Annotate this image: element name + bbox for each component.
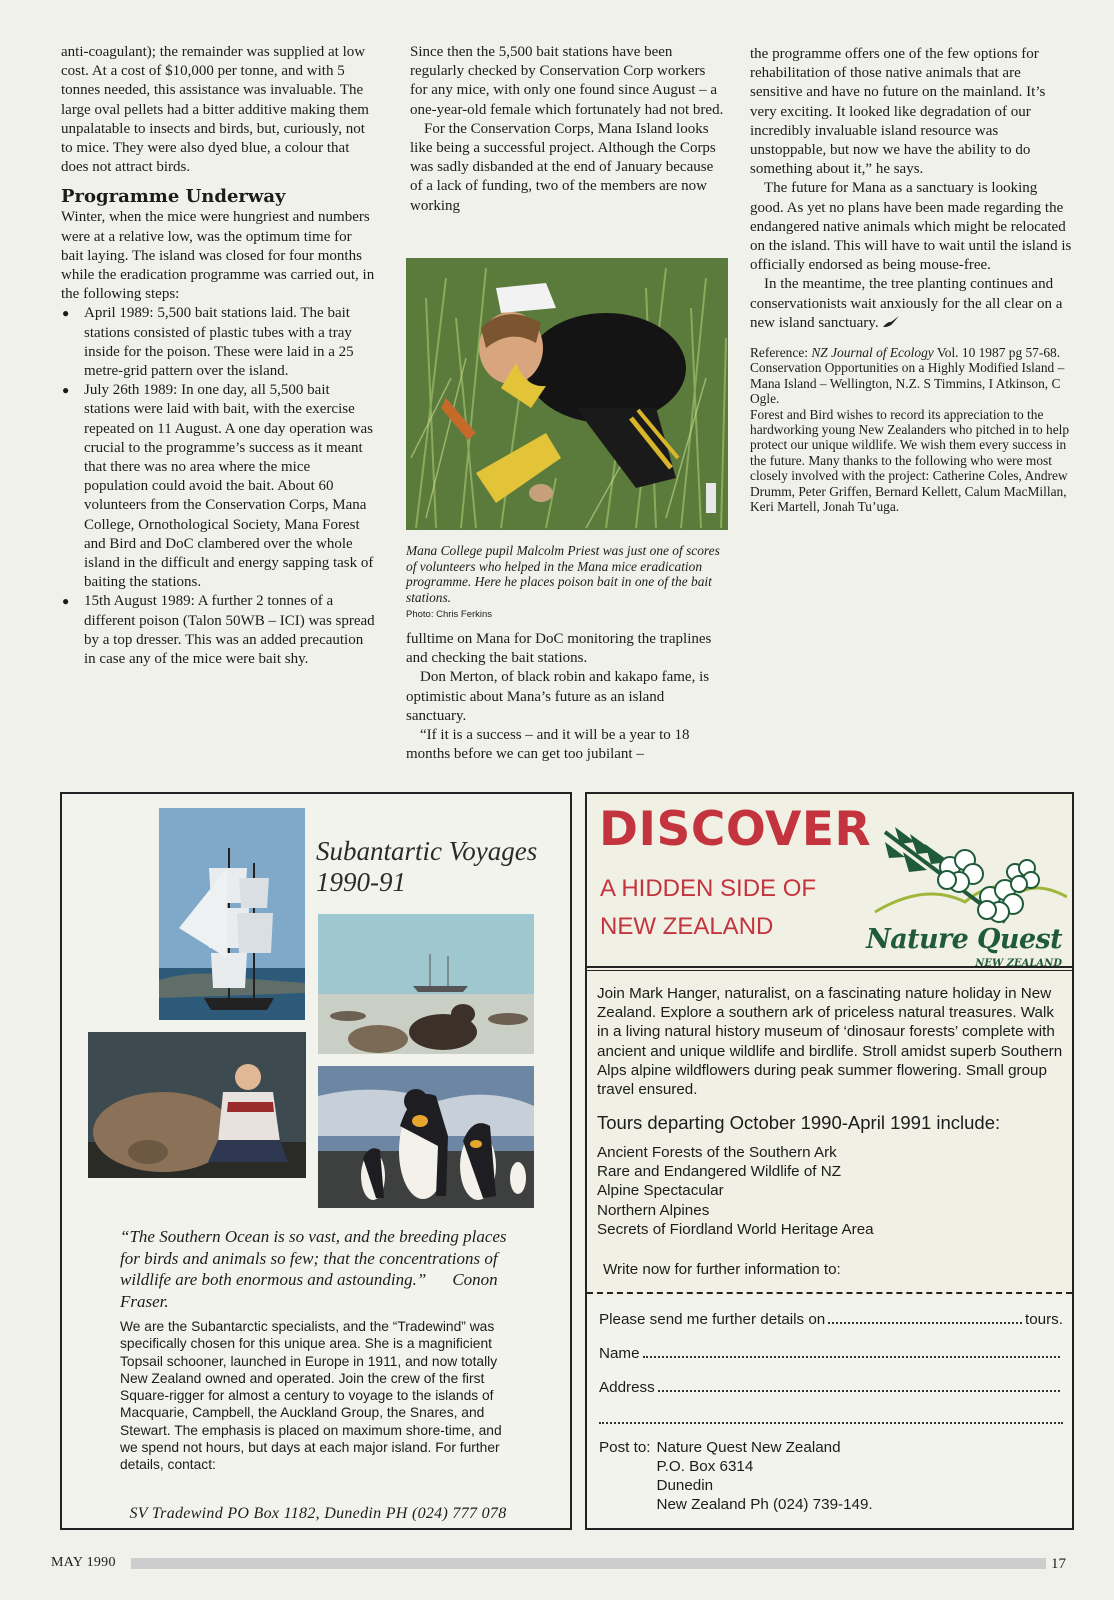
- col1-paragraph-1: anti-coagulant); the remainder was supplied at low cost. At a cost of $10,000 per tonne, and with 5 tonnes needed, this assistance was invaluable. The large oval pellets had a bitter additive making them unpalatable to insects and birds, but, curiously, not to mice. They were also dyed blue, a colour that does not attract birds.: [61, 44, 369, 176]
- tour-details-suffix: tours.: [1025, 1311, 1063, 1328]
- col2-paragraph-2: For the Conservation Corps, Mana Island looks like being a successful project. Although the Corps was sadly disbanded at the end of January because of a lack of funding, two of the members are now working: [410, 120, 716, 214]
- col2-paragraph-3: fulltime on Mana for DoC monitoring the traplines and checking the bait stations.: [406, 631, 712, 667]
- king-penguins-photo: [318, 1066, 534, 1208]
- tour-details-blank[interactable]: [828, 1310, 1022, 1324]
- reference-citation: [750, 345, 1072, 407]
- article-column-2-bottom: [406, 630, 726, 764]
- step-item: ● April 1989: 5,500 bait stations laid. The bait stations consisted of plastic tubes with a tray inside for the poison. These were laid in a 25 metre-grid pattern over the island.: [61, 304, 377, 381]
- address-line-2-blank[interactable]: [599, 1410, 1063, 1424]
- voyages-description: We are the Subantarctic specialists, and the “Tradewind” was specifically chosen for this unique area. She is a magnificient Topsail schooner, launched in Europe in 1911, and now totally New Zealand owned and operated. Join the crew of the first Square-rigger for almost a century to voyage to the islands of Macquarie, Campbell, the Auckland Group, the Snares, and Stewart. The emphasis is placed on maximum shore-time, and we spend not hours, but days at each major island. For further details, contact:: [120, 1319, 502, 1473]
- volunteer-photo-illustration: [406, 258, 728, 530]
- post-line: P.O. Box 6314: [656, 1458, 754, 1475]
- quote-author: Conon Fraser.: [120, 1270, 498, 1311]
- tall-ship-photo: [159, 808, 305, 1020]
- tour-details-prefix: Please send me further details on: [599, 1311, 826, 1328]
- col1-paragraph-2: Winter, when the mice were hungriest and numbers were at a relative low, was the optimum time for bait laying. The island was closed for four months while the eradication programme was carried out, in the following steps:: [61, 209, 375, 303]
- col3-paragraph-3: [750, 275, 1072, 333]
- quote-text: “The Southern Ocean is so vast, and the breeding places for birds and animals so few; that the concentrations of wildlife are both enormous and astounding.”: [120, 1227, 507, 1290]
- col2-paragraph-4: Don Merton, of black robin and kakapo fame, is optimistic about Mana’s future as an island sanctuary.: [406, 669, 710, 724]
- eradication-steps-list: [61, 304, 377, 669]
- col3-paragraph-1: the programme offers one of the few options for rehabilitation of those native animals that are sensitive and have no future on the mainland. It’s very exciting. It looked like degradation of our incredibly invaluable island resource was unstoppable, but now we have the ability to do something about it,” he says.: [750, 46, 1046, 178]
- article-column-2-top: [410, 43, 726, 216]
- nature-quest-description: Join Mark Hanger, naturalist, on a fascinating nature holiday in New Zealand. Explore a southern ark of priceless natural treasures. Walk in a living natural history museum of ‘dinosaur forests’ complete with ancient and unique wildlife and birdlife. Stroll amidst superb Southern Alps alpine wildflowers during peak summer flowering. Small group travel ensured.: [597, 985, 1063, 1099]
- post-to-label: Post to:: [599, 1439, 651, 1456]
- tour-item: Alpine Spectacular: [597, 1182, 724, 1200]
- name-field-blank[interactable]: [643, 1344, 1060, 1358]
- acknowledgement-text: Forest and Bird wishes to record its appreciation to the hardworking young New Zealanders who pitched in to help protect our unique wildlife. We wish them every success in the future. Many thanks to the following who were most closely involved with the project: Catherine Coles, Andrew Drumm, Peter Griffen, Bernard Kellett, Calum MacMillan, Keri Martell, Jonah Tu’uga.: [750, 406, 1070, 515]
- article-column-3: [750, 45, 1072, 515]
- col3-paragraph-3-text: In the meantime, the tree planting continues and conservationists wait anxiously for the all clear on a new island sanctuary.: [750, 276, 1063, 331]
- address-field[interactable]: [599, 1378, 1063, 1397]
- reference-journal: NZ Journal of Ecology: [811, 345, 934, 361]
- col2-paragraph-1: Since then the 5,500 bait stations have been regularly checked by Conservation Corp workers for any mice, with only one found since August – a one-year-old female which fortunately had not bred.: [410, 44, 724, 118]
- nature-quest-logo-subtitle: NEW ZEALAND: [975, 958, 1062, 969]
- footer-rule: [131, 1558, 1046, 1569]
- hidden-side-subhead: [600, 870, 850, 946]
- subhead-line-1: A HIDDEN SIDE OF: [600, 875, 817, 902]
- photo-caption: [406, 543, 728, 623]
- step-item: ● July 26th 1989: In one day, all 5,500 bait stations were laid with bait, with the exercise repeated on 11 August. A one day operation was crucial to the programme’s success as it meant that there was no area where the mice population could avoid the bait. About 60 volunteers from the Conservation Corps, Mana College, Ornothological Society, Mana Forest and Bird and DoC clambered over the whole island in the difficult and energy sapping task of baiting the stations.: [61, 381, 377, 592]
- voyages-title: [316, 836, 566, 898]
- col3-paragraph-2: The future for Mana as a sanctuary is looking good. As yet no plans have been made regarding the endangered native animals which might be relocated on the island. This will have to wait until the island is officially endorsed as being mouse-free.: [750, 180, 1072, 274]
- information-request-coupon: [587, 1296, 1072, 1528]
- tour-item: Northern Alpines: [597, 1201, 710, 1219]
- step-item: ● 15th August 1989: A further 2 tonnes of a different poison (Talon 50WB – ICI) was spread by a top dresser. This was an added precaution in case any of the mice were bait shy.: [61, 592, 377, 669]
- write-now-line: Write now for further information to:: [603, 1261, 841, 1278]
- address-field-blank[interactable]: [658, 1378, 1060, 1392]
- seals-beach-photo: [318, 914, 534, 1054]
- tradewind-contact-line: SV Tradewind PO Box 1182, Dunedin PH (024) 777 078: [129, 1505, 507, 1522]
- reference-details: Vol. 10 1987 pg 57-68. Conservation Opportunities on a Highly Modified Island – Mana Island – Wellington, N.Z. S Timmins, I Atkinson, C Ogle.: [750, 345, 1065, 407]
- section-heading-programme-underway: Programme Underway: [61, 186, 286, 208]
- post-to-lines: [657, 1438, 873, 1514]
- elephant-seal-man-photo: [88, 1032, 306, 1178]
- photo-credit: Photo: Chris Ferkins: [406, 608, 493, 620]
- tour-details-field[interactable]: [599, 1310, 1063, 1329]
- post-line: Nature Quest New Zealand: [656, 1439, 841, 1456]
- name-field-label: Name: [599, 1345, 640, 1362]
- subantarctic-voyages-advert: [60, 792, 572, 1530]
- issue-date: MAY 1990: [51, 1555, 116, 1570]
- tour-item: Rare and Endangered Wildlife of NZ: [597, 1163, 841, 1181]
- photo-caption-text: Mana College pupil Malcolm Priest was just one of scores of volunteers who helped in the Mana mice eradication programme. Here he places poison bait in one of the bait stations.: [406, 543, 720, 606]
- address-field-label: Address: [599, 1379, 655, 1396]
- col2-paragraph-5: “If it is a success – and it will be a year to 18 months before we can get too jubilant –: [406, 727, 690, 763]
- subhead-line-2: NEW ZEALAND: [600, 913, 774, 940]
- tour-item: Ancient Forests of the Southern Ark: [597, 1144, 837, 1161]
- conon-fraser-quote: [120, 1226, 520, 1312]
- name-field[interactable]: [599, 1344, 1063, 1363]
- nature-quest-logo-name: Nature Quest: [866, 924, 1062, 955]
- voyages-title-line-1: Subantartic Voyages: [316, 836, 538, 866]
- reference-label: Reference:: [750, 345, 812, 361]
- post-line: Dunedin: [656, 1477, 714, 1494]
- reference-note: [750, 345, 1072, 514]
- tours-heading: Tours departing October 1990-April 1991 include:: [597, 1112, 1001, 1133]
- page-number: 17: [1051, 1556, 1066, 1572]
- post-line: New Zealand Ph (024) 739-149.: [656, 1496, 873, 1513]
- tours-list: [597, 1143, 1065, 1239]
- address-field-line-2[interactable]: [599, 1410, 1063, 1424]
- post-to-address: [599, 1438, 873, 1514]
- voyages-title-line-2: 1990-91: [316, 867, 406, 897]
- nature-quest-advert: [585, 792, 1074, 1530]
- bird-end-mark-icon: [882, 315, 900, 329]
- article-column-1: [61, 43, 377, 669]
- header-divider: [587, 966, 1072, 968]
- discover-headline: DISCOVER: [599, 802, 872, 857]
- tour-item: Secrets of Fiordland World Heritage Area: [597, 1220, 874, 1238]
- coupon-cut-line: [587, 1292, 1072, 1294]
- volunteer-photo: [406, 258, 728, 530]
- header-divider-thin: [587, 970, 1072, 971]
